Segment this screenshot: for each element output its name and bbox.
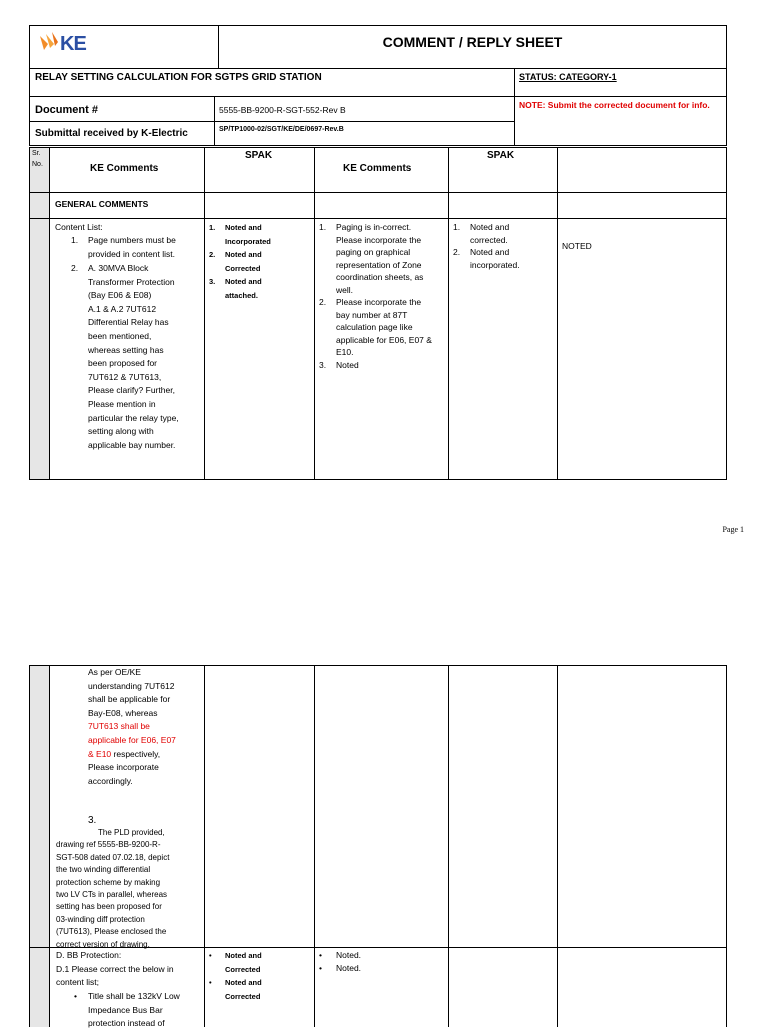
gc-spak1 xyxy=(204,192,315,219)
p2-r2-ke2 xyxy=(314,947,449,1027)
p2-r2-sr xyxy=(29,947,50,1027)
bb-bullet-line: Title shall be 132kV Low xyxy=(88,991,180,1001)
gc-extra xyxy=(557,192,727,219)
item-3-line: drawing ref 5555-BB-9200-R- xyxy=(56,840,161,850)
item-2-line: Differential Relay has xyxy=(88,317,169,328)
spak2-list: 1. Noted and corrected. 2. Noted and incorporated. xyxy=(453,221,557,271)
item-2-line: been mentioned, xyxy=(88,330,152,341)
gc-ke1 xyxy=(49,192,205,219)
bb-ke2-item: Noted. xyxy=(336,950,362,960)
p2-line: accordingly. xyxy=(88,775,133,786)
bb-line: D. BB Protection: xyxy=(56,950,122,960)
submittal-value: SP/TP1000-02/SGT/KE/DE/0697-Rev.B xyxy=(219,126,344,133)
status-text: STATUS: CATEGORY-1 xyxy=(519,72,617,82)
p2-r2-spak1 xyxy=(204,947,315,1027)
note-cell xyxy=(514,96,727,146)
p2-r1-ke2 xyxy=(314,665,449,948)
spak1-item: Noted and Incorporated xyxy=(225,223,271,246)
p2-r1-ke1 xyxy=(49,665,205,948)
p2-r2-spak2 xyxy=(448,947,558,1027)
item-3-line: the two winding differential xyxy=(56,865,151,875)
document-value: 5555-BB-9200-R-SGT-552-Rev B xyxy=(219,105,346,115)
r1-ke1 xyxy=(49,218,205,480)
item-2-line: setting along with xyxy=(88,426,154,437)
gc-spak2 xyxy=(448,192,558,219)
p2-line: As per OE/KE xyxy=(88,667,141,677)
header-title-cell xyxy=(218,25,727,69)
p2-r2-ke1 xyxy=(49,947,205,1027)
doc-label-cell xyxy=(29,96,215,122)
col-sr xyxy=(29,147,50,193)
item-2-line: Transformer Protection xyxy=(88,276,175,287)
bb-ke2-item: Noted. xyxy=(336,963,362,973)
bb-line: content list; xyxy=(56,977,99,988)
page-number: Page 1 xyxy=(722,525,744,534)
submittal-value-cell xyxy=(214,121,515,146)
doc-value-cell xyxy=(214,96,515,122)
bb-bullet-line: Impedance Bus Bar xyxy=(88,1004,163,1015)
item-2-line: applicable bay number. xyxy=(88,439,176,450)
item-3-line: 03-winding diff protection xyxy=(56,914,145,924)
submittal-label: Submittal received by K-Electric xyxy=(35,128,188,139)
r1-ke2 xyxy=(314,218,449,480)
p2-red-line: & E10 xyxy=(88,748,112,759)
spak1-list: 1. Noted and Incorporated 2. Noted and Corrected 3. Noted and attached. xyxy=(209,221,313,302)
item-3-line: two LV CTs in parallel, whereas xyxy=(56,890,168,900)
item-2-line: Please clarify? Further, xyxy=(88,385,175,396)
spak-2-label: SPAK xyxy=(487,150,515,161)
item-2-lines xyxy=(88,262,204,452)
col-spak-1 xyxy=(204,147,315,193)
content-list-intro: Content List: xyxy=(55,222,103,232)
spak2-item: Noted and corrected. xyxy=(470,222,510,245)
bb-spak-item: Noted and Corrected xyxy=(225,951,262,974)
p2-continuation xyxy=(88,666,204,788)
item-2-line: A. 30MVA Block xyxy=(88,263,149,273)
ke-comments-2-label: KE Comments xyxy=(343,163,412,174)
item-3-line: The PLD provided, xyxy=(98,828,165,837)
item-3-line: (7UT613), Please enclosed the xyxy=(56,927,167,937)
p2-line: Please incorporate xyxy=(88,762,159,773)
bb-lines xyxy=(56,949,204,990)
p2-line: understanding 7UT612 xyxy=(88,680,175,691)
bb-ke2-list xyxy=(319,949,447,975)
bb-bullet-lines xyxy=(88,990,204,1031)
gc-sr xyxy=(29,192,50,219)
spak2-item: Noted and incorporated. xyxy=(470,247,520,270)
col-ke-comments-1 xyxy=(49,147,205,193)
bb-spak-list xyxy=(209,949,313,1003)
p2-line: Bay-E08, whereas xyxy=(88,707,158,718)
bb-line: D.1 Please correct the below in xyxy=(56,963,174,974)
bullet-icon: • xyxy=(209,978,212,987)
item-3-line: protection scheme by making xyxy=(56,877,161,887)
item-3-lines xyxy=(56,827,206,951)
col-spak-2 xyxy=(448,147,558,193)
project-title: RELAY SETTING CALCULATION FOR SGTPS GRID STATION xyxy=(35,72,322,83)
r1-spak1 xyxy=(204,218,315,480)
item-2-line: A.1 & A.2 7UT612 xyxy=(88,303,157,314)
item-2-num: 2. xyxy=(71,263,79,273)
logo-text: KE xyxy=(60,33,86,55)
sheet-title: COMMENT / REPLY SHEET xyxy=(382,34,563,50)
ke2-item: Noted xyxy=(336,359,359,370)
document-label: Document # xyxy=(35,104,98,116)
noted-text: NOTED xyxy=(562,241,592,251)
r1-extra xyxy=(557,218,727,480)
ke-comments-1-label: KE Comments xyxy=(90,163,159,174)
p2-r1-spak2 xyxy=(448,665,558,948)
p2-r1-spak1 xyxy=(204,665,315,948)
p2-line: respectively, xyxy=(111,748,161,759)
header-logo-cell xyxy=(29,25,219,69)
bb-bullet-line: protection instead of xyxy=(88,1018,165,1029)
r1-sr xyxy=(29,218,50,480)
gc-ke2 xyxy=(314,192,449,219)
spak1-item: Noted and attached. xyxy=(225,277,262,300)
ke2-item: Paging is in-correct. Please incorporate the paging on graphical representation of Zone coordination sheets, as well. xyxy=(336,222,424,295)
item-3-line: correct version of drawing. xyxy=(56,939,150,949)
ke2-item: Please incorporate the bay number at 87T calculation page like applicable for E06, E07 & E10. xyxy=(336,297,432,357)
sr-no-label: Sr. No. xyxy=(32,150,43,168)
p2-line: shall be applicable for xyxy=(88,694,171,705)
item-3-num: 3. xyxy=(88,815,97,826)
item-3-line: setting has been proposed for xyxy=(56,902,162,912)
p2-r1-extra xyxy=(557,665,727,948)
r1-spak2 xyxy=(448,218,558,480)
submittal-label-cell xyxy=(29,121,215,146)
item-2-line: Please mention in xyxy=(88,398,156,409)
bb-bullet-icon: • xyxy=(74,991,77,1001)
bullet-icon: • xyxy=(209,951,212,960)
bullet-icon: • xyxy=(319,950,322,960)
note-text: NOTE: Submit the corrected document for info. xyxy=(519,100,710,110)
ke-logo xyxy=(36,30,106,60)
bullet-icon: • xyxy=(319,963,322,973)
item-1-num: 1. xyxy=(71,235,79,245)
project-title-cell xyxy=(29,68,515,97)
col-extra xyxy=(557,147,727,193)
item-3-line: SGT-508 dated 07.02.18, depict xyxy=(56,852,170,862)
p2-r2-extra xyxy=(557,947,727,1027)
spak1-item: Noted and Corrected xyxy=(225,250,262,273)
item-2-line: (Bay E06 & E08) xyxy=(88,290,152,301)
p2-red-line: applicable for E06, E07 xyxy=(88,734,176,745)
status-cell xyxy=(514,68,727,97)
item-2-line: 7UT612 & 7UT613, xyxy=(88,371,162,382)
item-1-text: Page numbers must be provided in content list. xyxy=(88,235,176,259)
p2-red-line: 7UT613 shall be xyxy=(88,721,150,732)
item-2-line: particular the relay type, xyxy=(88,412,179,423)
item-2-line: whereas setting has xyxy=(88,344,164,355)
col-ke-comments-2 xyxy=(314,147,449,193)
ke2-list: 1. Paging is in-correct. Please incorporate the paging on graphical representation of Zone coordination sheets, as well. 2. Please incorporate the bay number at 87T calculation page like applicable for E06, E07 & E10. 3. Noted xyxy=(319,222,432,370)
p2-r1-sr xyxy=(29,665,50,948)
general-comments-label: GENERAL COMMENTS xyxy=(55,199,149,209)
bb-spak-item: Noted and Corrected xyxy=(225,978,262,1001)
spak-1-label: SPAK xyxy=(245,150,273,161)
item-2-line: been proposed for xyxy=(88,358,157,369)
